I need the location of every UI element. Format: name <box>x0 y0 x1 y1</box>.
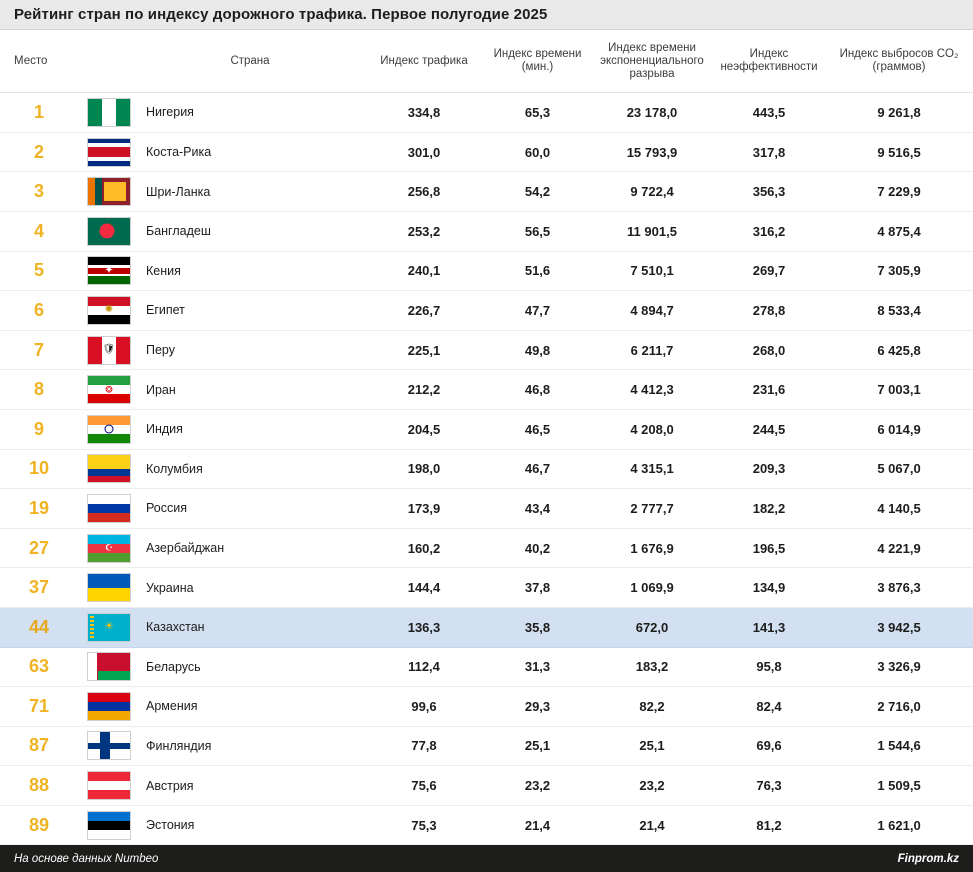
table-row <box>0 331 973 371</box>
row-traffic-index: 204,5 <box>407 421 441 437</box>
row-co2-index: 7 003,1 <box>877 382 921 398</box>
row-country: Индия <box>146 422 183 437</box>
row-traffic-index: 75,6 <box>411 778 437 794</box>
flag-russia <box>87 494 131 523</box>
row-time-exp-index: 25,1 <box>639 738 665 754</box>
footer-bar <box>0 845 973 872</box>
flag-bangladesh <box>87 217 131 246</box>
row-rank: 19 <box>28 497 50 518</box>
row-time-index: 25,1 <box>524 738 551 754</box>
row-inefficiency-index: 443,5 <box>752 104 786 120</box>
row-time-exp-index: 7 510,1 <box>630 263 674 279</box>
row-country: Колумбия <box>146 461 203 476</box>
row-flag <box>78 811 140 840</box>
row-flag <box>78 771 140 800</box>
row-flag <box>78 731 140 760</box>
flag-kenya: ✦ <box>87 256 131 285</box>
row-inefficiency-index: 317,8 <box>752 144 786 160</box>
row-time-index: 46,7 <box>524 461 551 477</box>
row-time-exp-index: 6 211,7 <box>630 342 674 358</box>
row-inefficiency-index: 182,2 <box>752 500 786 516</box>
row-country: Беларусь <box>146 659 201 674</box>
row-rank: 44 <box>28 616 50 637</box>
row-country: Украина <box>146 580 194 595</box>
row-traffic-index: 256,8 <box>407 184 441 200</box>
row-country: Эстония <box>146 818 195 833</box>
row-rank: 1 <box>33 101 44 122</box>
row-inefficiency-index: 316,2 <box>752 223 786 239</box>
flag-finland <box>87 731 131 760</box>
flag-austria <box>87 771 131 800</box>
title-bar <box>0 0 973 30</box>
table-row <box>0 252 973 292</box>
row-time-index: 49,8 <box>524 342 551 358</box>
row-flag <box>78 494 140 523</box>
row-traffic-index: 212,2 <box>407 382 441 398</box>
row-traffic-index: 225,1 <box>407 342 441 358</box>
row-traffic-index: 77,8 <box>411 738 437 754</box>
row-time-index: 51,6 <box>524 263 551 279</box>
row-flag <box>78 138 140 167</box>
flag-colombia <box>87 454 131 483</box>
row-rank: 9 <box>33 418 44 439</box>
row-rank: 7 <box>33 339 44 360</box>
row-co2-index: 1 509,5 <box>877 778 921 794</box>
flag-nigeria <box>87 98 131 127</box>
row-country: Коста-Рика <box>146 145 212 160</box>
ranking-table <box>0 30 973 845</box>
row-country: Австрия <box>146 778 194 793</box>
row-inefficiency-index: 196,5 <box>752 540 786 556</box>
table-row <box>0 489 973 529</box>
row-flag <box>78 98 140 127</box>
column-header-traffic: Индекс трафика <box>380 54 468 67</box>
row-country: Азербайджан <box>146 541 225 556</box>
row-flag <box>78 534 140 563</box>
row-time-index: 43,4 <box>524 500 551 516</box>
row-traffic-index: 136,3 <box>407 619 441 635</box>
row-flag <box>78 375 140 404</box>
row-traffic-index: 240,1 <box>407 263 441 279</box>
flag-costa-rica <box>87 138 131 167</box>
flag-egypt: ✺ <box>87 296 131 325</box>
flag-peru: 🛡 <box>87 336 131 365</box>
row-rank: 4 <box>33 220 44 241</box>
row-inefficiency-index: 76,3 <box>756 778 782 794</box>
row-time-exp-index: 21,4 <box>639 817 665 833</box>
row-rank: 10 <box>28 458 50 479</box>
row-traffic-index: 112,4 <box>408 659 440 675</box>
row-time-index: 46,8 <box>524 382 551 398</box>
row-time-exp-index: 23,2 <box>639 778 665 794</box>
row-time-exp-index: 1 676,9 <box>630 540 674 556</box>
column-header-time: Индекс времени (мин.) <box>493 48 582 74</box>
row-inefficiency-index: 269,7 <box>752 263 786 279</box>
row-rank: 71 <box>28 695 50 716</box>
row-co2-index: 3 326,9 <box>877 659 921 675</box>
table-row <box>0 212 973 252</box>
row-inefficiency-index: 231,6 <box>752 382 786 398</box>
row-country: Казахстан <box>146 620 205 635</box>
row-time-exp-index: 183,2 <box>635 659 669 675</box>
row-traffic-index: 226,7 <box>407 302 441 318</box>
table-row <box>0 568 973 608</box>
table-row <box>0 370 973 410</box>
row-flag <box>78 336 140 365</box>
flag-ukraine <box>87 573 131 602</box>
row-inefficiency-index: 95,8 <box>756 659 782 675</box>
table-row <box>0 133 973 173</box>
row-country: Россия <box>146 501 187 516</box>
row-time-index: 23,2 <box>524 778 551 794</box>
table-row <box>0 766 973 806</box>
row-traffic-index: 160,2 <box>407 540 441 556</box>
row-flag <box>78 415 140 444</box>
flag-kazakhstan: ☀ <box>87 613 131 642</box>
row-co2-index: 4 140,5 <box>877 500 921 516</box>
row-co2-index: 3 876,3 <box>877 580 921 596</box>
row-inefficiency-index: 268,0 <box>752 342 786 358</box>
table-header-row <box>0 30 973 93</box>
flag-iran: ❂ <box>87 375 131 404</box>
row-time-index: 47,7 <box>524 302 551 318</box>
row-time-index: 54,2 <box>524 184 551 200</box>
table-row <box>0 172 973 212</box>
table-body <box>0 93 973 845</box>
row-traffic-index: 144,4 <box>407 580 441 596</box>
row-co2-index: 9 516,5 <box>877 144 921 160</box>
row-country: Перу <box>146 343 175 358</box>
row-rank: 87 <box>28 735 50 756</box>
row-traffic-index: 334,8 <box>407 104 441 120</box>
table-row <box>0 529 973 569</box>
row-country: Армения <box>146 699 198 714</box>
row-inefficiency-index: 134,9 <box>752 580 786 596</box>
row-rank: 88 <box>28 775 50 796</box>
flag-azerbaijan: ☪ <box>87 534 131 563</box>
row-rank: 89 <box>28 814 50 835</box>
row-flag <box>78 296 140 325</box>
row-flag <box>78 652 140 681</box>
row-traffic-index: 173,9 <box>407 500 441 516</box>
row-flag <box>78 573 140 602</box>
row-time-exp-index: 23 178,0 <box>626 104 678 120</box>
row-co2-index: 3 942,5 <box>877 619 921 635</box>
row-time-index: 29,3 <box>524 698 551 714</box>
column-header-country <box>140 55 364 68</box>
row-time-exp-index: 82,2 <box>639 698 665 714</box>
row-country: Египет <box>146 303 185 318</box>
row-time-exp-index: 672,0 <box>635 619 669 635</box>
column-header-co2: Индекс выбросов CO₂ (граммов) <box>839 48 959 74</box>
row-inefficiency-index: 356,3 <box>752 184 786 200</box>
row-rank: 2 <box>33 141 44 162</box>
flag-armenia <box>87 692 131 721</box>
row-flag <box>78 217 140 246</box>
row-country: Финляндия <box>146 738 212 753</box>
row-inefficiency-index: 244,5 <box>752 421 786 437</box>
row-time-exp-index: 4 894,7 <box>630 302 674 318</box>
flag-belarus <box>87 652 131 681</box>
table-row <box>0 727 973 767</box>
table-row <box>0 450 973 490</box>
row-rank: 37 <box>28 577 50 598</box>
row-time-index: 35,8 <box>524 619 551 635</box>
row-inefficiency-index: 278,8 <box>752 302 786 318</box>
row-traffic-index: 253,2 <box>407 223 441 239</box>
table-row <box>0 687 973 727</box>
row-time-index: 21,4 <box>524 817 551 833</box>
column-header-inefficiency: Индекс неэффективности <box>720 48 818 74</box>
row-co2-index: 9 261,8 <box>877 104 921 120</box>
row-time-index: 56,5 <box>524 223 551 239</box>
row-flag <box>78 692 140 721</box>
row-country: Кения <box>146 263 181 278</box>
row-flag <box>78 454 140 483</box>
row-rank: 6 <box>33 299 44 320</box>
row-inefficiency-index: 209,3 <box>752 461 786 477</box>
flag-sri-lanka <box>87 177 131 206</box>
row-flag <box>78 177 140 206</box>
row-traffic-index: 198,0 <box>407 461 441 477</box>
row-co2-index: 5 067,0 <box>877 461 921 477</box>
column-header-rank: Место <box>14 54 48 67</box>
row-co2-index: 8 533,4 <box>877 302 921 318</box>
row-time-index: 37,8 <box>524 580 551 596</box>
column-header-time-exp: Индекс времени экспоненциального разрыва <box>600 41 704 80</box>
row-inefficiency-index: 81,2 <box>756 817 782 833</box>
row-co2-index: 4 221,9 <box>877 540 921 556</box>
row-traffic-index: 99,6 <box>411 698 437 714</box>
row-time-index: 46,5 <box>524 421 551 437</box>
row-flag <box>78 613 140 642</box>
row-time-exp-index: 2 777,7 <box>630 500 674 516</box>
row-co2-index: 7 305,9 <box>877 263 921 279</box>
row-time-index: 40,2 <box>524 540 551 556</box>
flag-estonia <box>87 811 131 840</box>
row-time-exp-index: 15 793,9 <box>626 144 678 160</box>
footer-source: На основе данных Numbeo <box>14 852 159 865</box>
row-traffic-index: 301,0 <box>407 144 441 160</box>
row-time-index: 65,3 <box>524 104 551 120</box>
row-rank: 5 <box>33 260 44 281</box>
row-country: Иран <box>146 382 176 397</box>
table-row <box>0 648 973 688</box>
row-time-exp-index: 1 069,9 <box>630 580 674 596</box>
row-inefficiency-index: 69,6 <box>756 738 782 754</box>
row-co2-index: 1 544,6 <box>877 738 921 754</box>
row-time-exp-index: 11 901,5 <box>627 223 677 239</box>
row-flag <box>78 256 140 285</box>
row-rank: 63 <box>28 656 50 677</box>
row-co2-index: 4 875,4 <box>877 223 921 239</box>
column-header-country-label: Страна <box>230 54 270 67</box>
table-row <box>0 291 973 331</box>
row-time-exp-index: 4 315,1 <box>630 461 674 477</box>
row-inefficiency-index: 141,3 <box>752 619 786 635</box>
row-time-exp-index: 9 722,4 <box>630 184 674 200</box>
row-co2-index: 2 716,0 <box>877 698 921 714</box>
flag-india <box>87 415 131 444</box>
row-rank: 8 <box>33 379 44 400</box>
table-row <box>0 806 973 846</box>
row-country: Шри-Ланка <box>146 184 211 199</box>
row-rank: 3 <box>33 181 44 202</box>
row-time-index: 31,3 <box>524 659 551 675</box>
row-time-index: 60,0 <box>524 144 551 160</box>
row-traffic-index: 75,3 <box>411 817 437 833</box>
row-time-exp-index: 4 208,0 <box>630 421 674 437</box>
page-title: Рейтинг стран по индексу дорожного трафика. Первое полугодие 2025 <box>14 6 548 24</box>
row-rank: 27 <box>28 537 50 558</box>
row-co2-index: 1 621,0 <box>877 817 921 833</box>
table-row <box>0 608 973 648</box>
row-co2-index: 6 014,9 <box>877 421 921 437</box>
table-row <box>0 93 973 133</box>
table-row <box>0 410 973 450</box>
row-inefficiency-index: 82,4 <box>756 698 782 714</box>
row-country: Бангладеш <box>146 224 211 239</box>
row-time-exp-index: 4 412,3 <box>630 382 674 398</box>
row-co2-index: 6 425,8 <box>877 342 921 358</box>
row-co2-index: 7 229,9 <box>877 184 921 200</box>
footer-brand: Finprom.kz <box>897 852 959 865</box>
row-country: Нигерия <box>146 105 194 120</box>
